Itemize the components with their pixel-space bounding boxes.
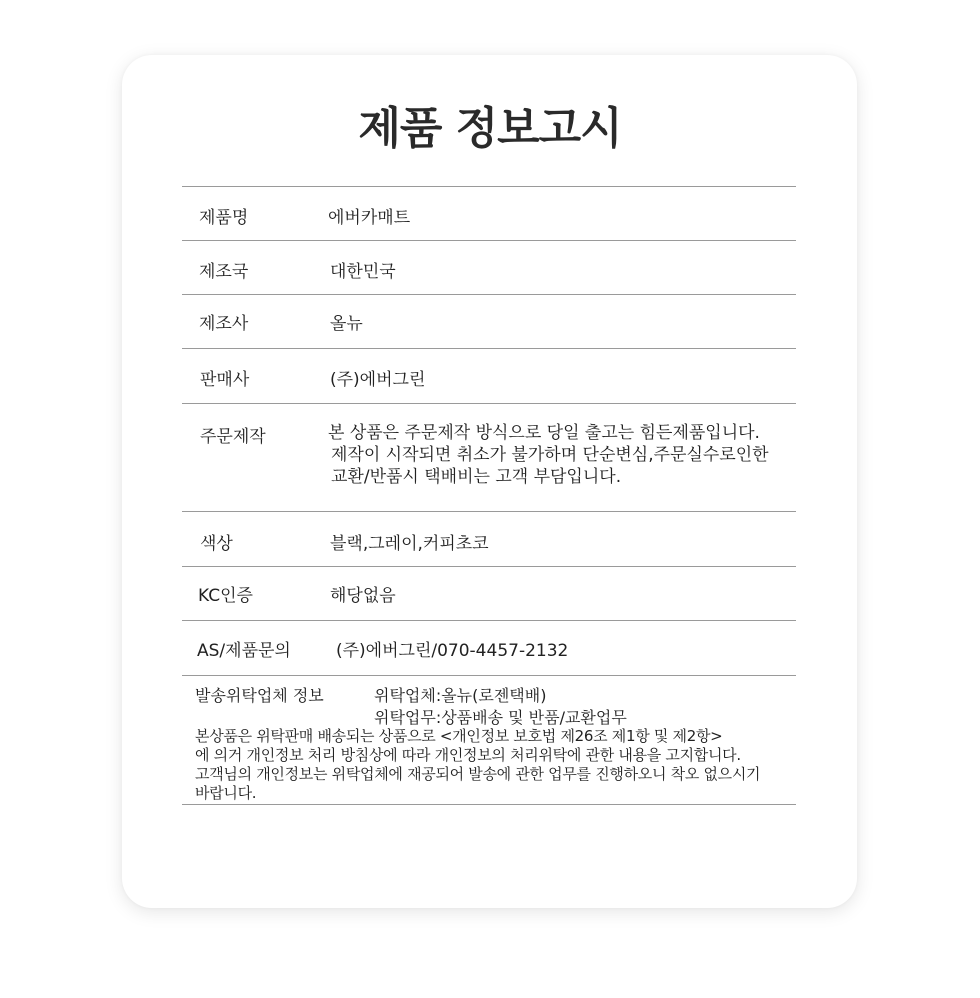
label-kc-cert: KC인증 — [198, 586, 253, 606]
value-seller: (주)에버그린 — [330, 370, 426, 390]
row-seller — [182, 348, 796, 403]
custom-order-line-3: 교환/반품시 택배비는 고객 부담입니다. — [331, 467, 622, 487]
row-color — [182, 511, 796, 566]
value-product-name: 에버카매트 — [328, 208, 411, 228]
label-country: 제조국 — [199, 262, 249, 282]
value-color: 블랙,그레이,커피초코 — [330, 534, 489, 554]
page-title: 제품 정보고시 — [358, 103, 622, 154]
value-consignment-work: 위탁업무:상품배송 및 반품/교환업무 — [374, 708, 627, 727]
product-info-table — [182, 186, 796, 805]
value-as-inquiry: (주)에버그린/070-4457-2132 — [336, 641, 569, 661]
row-consignment — [182, 675, 796, 804]
label-seller: 판매사 — [200, 370, 250, 390]
label-product-name: 제품명 — [199, 208, 249, 228]
notice-line-1: 본상품은 위탁판매 배송되는 상품으로 <개인정보 보호법 제26조 제1항 및 제2항> — [195, 727, 723, 745]
label-color: 색상 — [200, 534, 233, 554]
notice-line-3: 고객님의 개인정보는 위탁업체에 재공되어 발송에 관한 업무를 진행하오니 착오 없으시기 — [195, 765, 761, 783]
label-custom-order: 주문제작 — [200, 427, 266, 447]
label-as-inquiry: AS/제품문의 — [197, 641, 291, 661]
value-consignment-company: 위탁업체:올뉴(로젠택배) — [374, 686, 547, 705]
row-kc-cert — [182, 566, 796, 620]
row-as-inquiry — [182, 620, 796, 675]
notice-line-2: 에 의거 개인정보 처리 방침상에 따라 개인정보의 처리위탁에 관한 내용을 고지합니다. — [195, 746, 741, 764]
value-country: 대한민국 — [330, 262, 396, 282]
notice-line-4: 바랍니다. — [195, 784, 257, 802]
value-kc-cert: 해당없음 — [330, 586, 396, 606]
custom-order-line-1: 본 상품은 주문제작 방식으로 당일 출고는 힘든제품입니다. — [328, 423, 760, 443]
privacy-notice — [195, 727, 760, 803]
label-manufacturer: 제조사 — [199, 314, 249, 334]
row-manufacturer — [182, 294, 796, 348]
table-bottom-border — [182, 804, 796, 805]
row-custom-order — [182, 403, 796, 511]
row-country — [182, 240, 796, 294]
value-manufacturer: 올뉴 — [330, 314, 363, 334]
row-product-name — [182, 186, 796, 240]
value-custom-order — [328, 422, 769, 488]
custom-order-line-2: 제작이 시작되면 취소가 불가하며 단순변심,주문실수로인한 — [331, 445, 769, 465]
label-consignment: 발송위탁업체 정보 — [195, 686, 324, 705]
